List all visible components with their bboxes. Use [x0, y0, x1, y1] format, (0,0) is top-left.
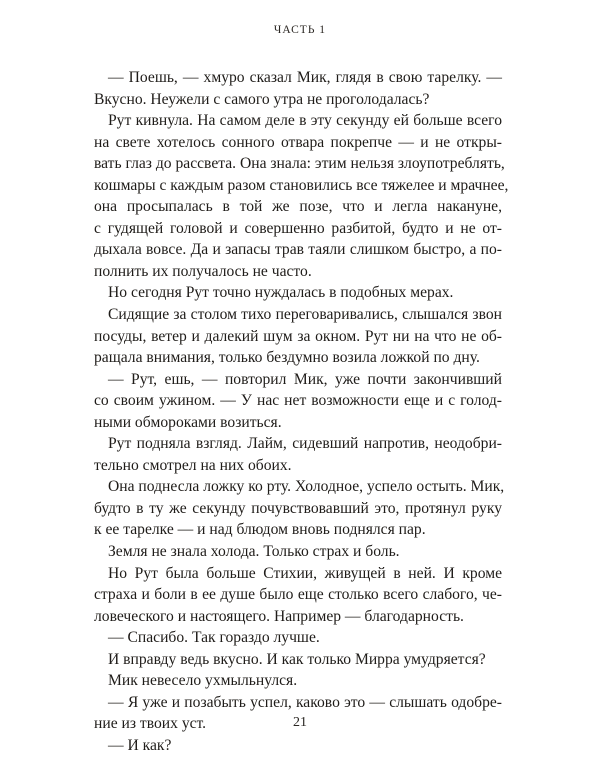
- paragraph: [94, 649, 502, 671]
- text-line: ловеческого и настоящего. Например — благодарность.: [94, 607, 464, 625]
- text-line: Мик невесело ухмыльнулся.: [108, 672, 298, 690]
- paragraph: [94, 563, 502, 628]
- text-line: Сидящие за столом тихо переговаривались, слышался звон: [108, 306, 502, 324]
- body-text: [94, 67, 509, 757]
- paragraph: [94, 476, 505, 541]
- text-line: с гудящей головой и совершенно разбитой, будто и не от-: [94, 219, 502, 237]
- text-line: Но сегодня Рут точно нуждалась в подобных мерах.: [108, 284, 454, 302]
- text-line: со своим ужином. — У нас нет возможности еще и с голод-: [94, 392, 502, 410]
- text-line: — Поешь, — хмуро сказал Мик, глядя в свою тарелку. —: [108, 69, 502, 86]
- page-number: 21: [293, 715, 307, 730]
- text-line: полнить их получалось не часто.: [94, 262, 312, 280]
- paragraph: [94, 670, 502, 692]
- text-line: Рут кивнула. На самом деле в эту секунду ей больше всего: [108, 112, 502, 130]
- text-line: кошмары с каждым разом становились все тяжелее и мрачнее,: [94, 176, 509, 194]
- text-line: Рут подняла взгляд. Лайм, сидевший напротив, неодобри-: [108, 435, 502, 453]
- text-line: дыхала вовсе. Да и запасы трав таяли слишком быстро, а по-: [94, 241, 502, 259]
- paragraph: [94, 735, 502, 757]
- text-line: — Спасибо. Так гораздо лучше.: [108, 629, 320, 647]
- text-line: — Я уже и позабыть успел, каково это — слышать одобре-: [108, 693, 502, 711]
- running-head: ЧАСТЬ 1: [273, 24, 327, 36]
- text-line: — Рут, ешь, — повторил Мик, уже почти закончивший: [108, 370, 502, 388]
- text-line: Земля не знала холода. Только страх и боль.: [108, 543, 400, 561]
- paragraph: [94, 282, 502, 304]
- text-line: посуды, ветер и далекий шум за окном. Рут ни на что не об-: [94, 327, 502, 345]
- text-line: ние из твоих уст.: [94, 715, 207, 733]
- text-line: Она поднесла ложку ко рту. Холодное, успело остыть. Мик,: [108, 478, 505, 496]
- text-line: И вправду ведь вкусно. И как только Мирра умудряется?: [108, 650, 486, 668]
- paragraph: [94, 433, 502, 476]
- text-line: Вкусно. Неужели с самого утра не проголодалась?: [94, 90, 430, 108]
- paragraph: [94, 627, 502, 649]
- text-line: — И как?: [108, 736, 172, 754]
- paragraph: [94, 369, 502, 434]
- text-line: вать глаз до рассвета. Она знала: этим нельзя злоупотреблять,: [94, 155, 505, 173]
- text-line: будто в ту же секунду почувствовавший это, протянул руку: [94, 499, 502, 517]
- paragraph: [94, 304, 502, 369]
- text-line: страха и боли в ее душе было еще столько всего слабого, че-: [94, 586, 502, 604]
- text-line: тельно смотрел на них обоих.: [94, 456, 292, 474]
- paragraph: [94, 541, 502, 563]
- text-line: к ее тарелке — и над блюдом вновь поднялся пар.: [94, 521, 426, 539]
- text-line: она просыпалась в той же позе, что и легла накануне,: [94, 198, 502, 216]
- text-line: Но Рут была больше Стихии, живущей в ней. И кроме: [108, 564, 502, 582]
- text-line: ными обмороками возиться.: [94, 413, 282, 431]
- text-line: на свете хотелось сонного отвара покрепче — и не откры-: [94, 133, 502, 151]
- text-line: ращала внимания, только бездумно возила ложкой по дну.: [94, 349, 480, 367]
- paragraph: [94, 67, 502, 110]
- paragraph: [94, 110, 509, 282]
